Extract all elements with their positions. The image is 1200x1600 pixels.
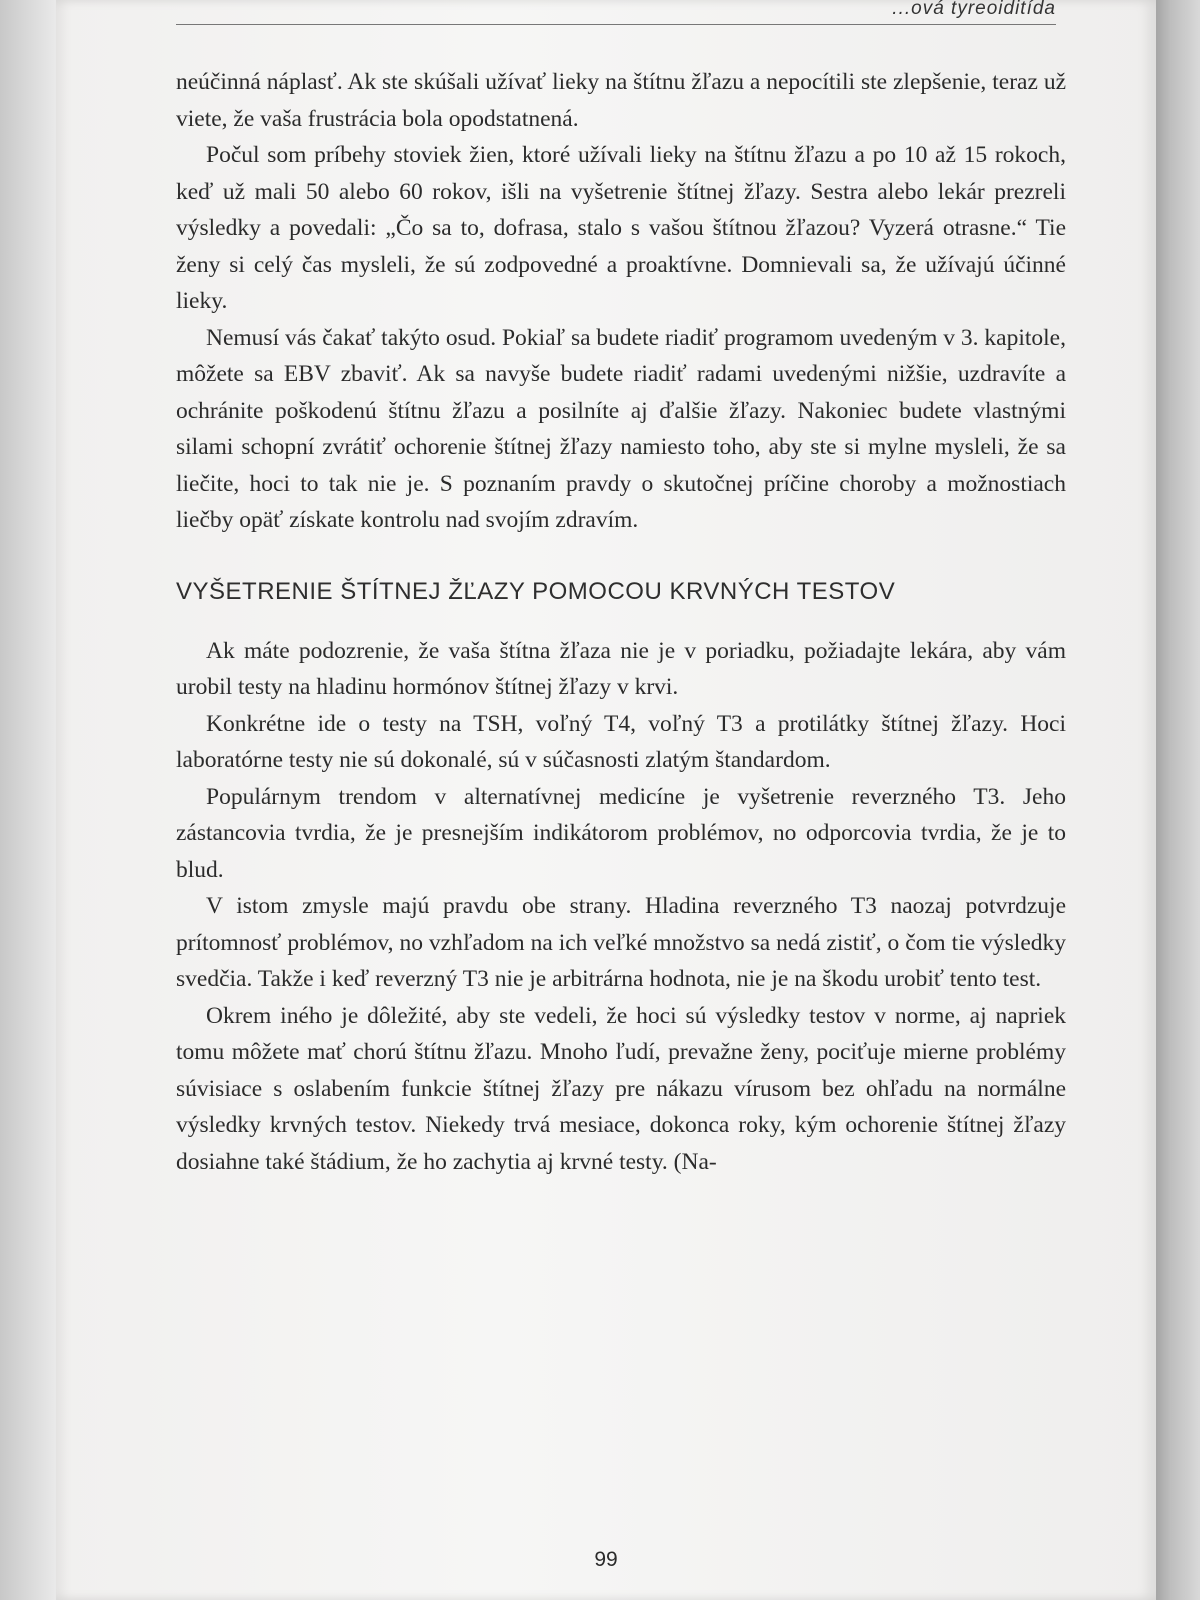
book-page (56, 0, 1156, 1600)
running-head-text: ...ová tyreoiditída (892, 0, 1056, 19)
paragraph: Populárnym trendom v alternatívnej medicíne je vyšetrenie reverzného T3. Jeho zástancovia tvrdia, že je presnejším indikátorom problémov, no odporcovia tvrdia, že je to blud. (176, 783, 1066, 883)
paragraph: Okrem iného je dôležité, aby ste vedeli, že hoci sú výsledky testov v norme, aj napriek tomu môžete mať chorú štítnu žľazu. Mnoho ľudí, prevažne ženy, pociťuje mierne problémy súvisiace s oslabením funkcie štítnej žľazy pre nákazu vírusom bez ohľadu na normálne výsledky krvných testov. Niekedy trvá mesiace, dokonca roky, kým ochorenie štítnej žľazy dosiahne také štádium, že ho zachytia aj krvné testy. (Na- (176, 1002, 1066, 1175)
section-heading: VYŠETRENIE ŠTÍTNEJ ŽĽAZY POMOCOU KRVNÝCH TESTOV (176, 577, 896, 605)
paragraph: Nemusí vás čakať takýto osud. Pokiaľ sa budete riadiť programom uvedeným v 3. kapitole, môžete sa EBV zbaviť. Ak sa navyše budete riadiť radami uvedenými nižšie, uzdravíte a ochránite poškodenú štítnu žľazu a posilníte aj ďalšie žľazy. Nakoniec budete vlastnými silami schopní zvrátiť ochorenie štítnej žľazy namiesto toho, aby ste si mylne mysleli, že sa liečite, hoci to tak nie je. S poznaním pravdy o skutočnej príčine choroby a možnostiach liečby opäť získate kontrolu nad svojím zdravím. (176, 324, 1066, 533)
page-number: 99 (594, 1548, 618, 1571)
page-body (176, 64, 1066, 1180)
paragraph: V istom zmysle majú pravdu obe strany. Hladina reverzného T3 naozaj potvrdzuje prítomnosť problémov, no vzhľadom na ich veľké množstvo sa nedá zistiť, o čom tie výsledky svedčia. Takže i keď reverzný T3 nie je arbitrárna hodnota, nie je na škodu urobiť tento test. (176, 893, 1066, 992)
paragraph: neúčinná náplasť. Ak ste skúšali užívať lieky na štítnu žľazu a nepocítili ste zlepšenie, teraz už viete, že vaša frustrácia bola opodstatnená. (176, 69, 1066, 132)
paragraph: Počul som príbehy stoviek žien, ktoré užívali lieky na štítnu žľazu a po 10 až 15 rokoch, keď už mali 50 alebo 60 rokov, išli na vyšetrenie štítnej žľazy. Sestra alebo lekár prezreli výsledky a povedali: „Čo sa to, dofrasa, stalo s vašou štítnou žľazou? Vyzerá otrasne.“ Tie ženy si celý čas mysleli, že sú zodpovedné a proaktívne. Domnievali sa, že užívajú účinné lieky. (176, 142, 1066, 314)
left-background (0, 0, 60, 1600)
paragraph: Konkrétne ide o testy na TSH, voľný T4, voľný T3 a protilátky štítnej žľazy. Hoci laboratórne testy nie sú dokonalé, sú v súčasnosti zlatým štandardom. (176, 710, 1066, 773)
paragraph: Ak máte podozrenie, že vaša štítna žľaza nie je v poriadku, požiadajte lekára, aby vám urobil testy na hladinu hormónov štítnej žľazy v krvi. (176, 637, 1066, 700)
right-background (1150, 0, 1200, 1600)
running-head (176, 0, 1056, 25)
